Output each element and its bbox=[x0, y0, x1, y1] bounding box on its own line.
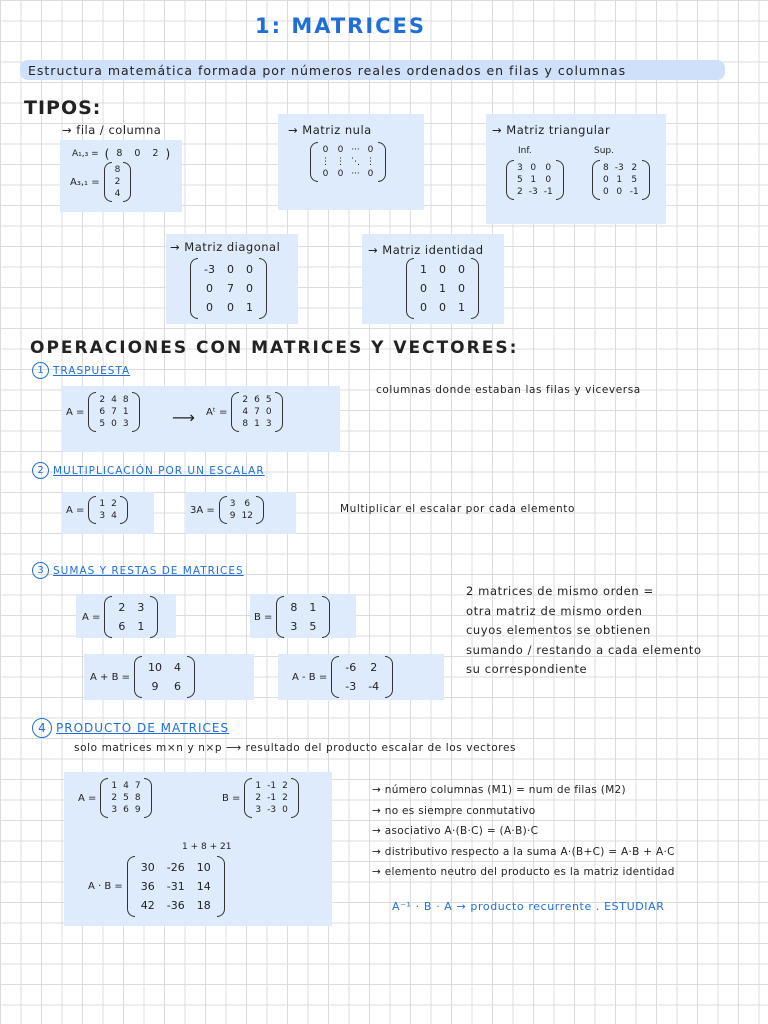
producto-b-matrix bbox=[222, 778, 299, 818]
matrix-cell: 2 bbox=[99, 395, 106, 405]
matrix-row bbox=[227, 510, 256, 522]
matrix-cell: 2 bbox=[111, 499, 117, 509]
producto-a-name: A = bbox=[78, 792, 97, 804]
matrix-cell: 4 bbox=[242, 407, 249, 417]
matrix-cell: 0 bbox=[245, 263, 253, 276]
matrix-cell: 0 bbox=[337, 145, 344, 155]
traspuesta-heading bbox=[32, 362, 130, 379]
producto-a-values bbox=[108, 780, 143, 816]
sumas-title: SUMAS Y RESTAS DE MATRICES bbox=[53, 564, 244, 577]
matrix-cell: 0 bbox=[545, 175, 552, 185]
matrix-row bbox=[108, 804, 143, 816]
matrix-cell: 0 bbox=[337, 169, 344, 179]
identidad-matrix bbox=[406, 258, 479, 319]
matrix-cell: 5 bbox=[123, 793, 129, 803]
matrix-cell: 0 bbox=[545, 163, 552, 173]
matrix-cell: 5 bbox=[517, 175, 523, 185]
matrix-cell: 1 bbox=[245, 301, 253, 314]
nula-matrix bbox=[310, 142, 386, 182]
matrix-cell: -3 bbox=[345, 680, 357, 693]
matrix-cell: 1 bbox=[439, 282, 446, 295]
vector-cell: 2 bbox=[152, 148, 159, 159]
matrix-row bbox=[514, 186, 556, 198]
escalar-title: MULTIPLICACIÓN POR UN ESCALAR bbox=[53, 464, 265, 477]
row-vector-name: A₁,₃ = bbox=[72, 148, 99, 159]
sumas-b-name: B = bbox=[254, 611, 273, 623]
triangular-inf-values bbox=[514, 162, 556, 198]
matrix-cell: 1 bbox=[254, 419, 260, 429]
matrix-cell: 3 bbox=[122, 419, 129, 429]
matrix-cell: 0 bbox=[367, 145, 374, 155]
matrix-row bbox=[142, 677, 187, 696]
matrix-cell: 3 bbox=[111, 805, 118, 815]
matrix-cell: 0 bbox=[205, 301, 213, 314]
matrix-cell: 2 bbox=[114, 177, 121, 187]
tipos-heading: TIPOS: bbox=[24, 97, 102, 119]
matrix-cell: ⋮ bbox=[336, 157, 345, 167]
matrix-cell: -3 bbox=[267, 805, 277, 815]
matrix-row bbox=[112, 164, 124, 176]
traspuesta-title: TRASPUESTA bbox=[53, 364, 131, 377]
matrix-cell: 9 bbox=[229, 511, 236, 521]
sumas-sum-values bbox=[142, 658, 187, 696]
escalar-a-name: A = bbox=[66, 504, 85, 516]
matrix-cell: 7 bbox=[111, 407, 117, 417]
nula-label: → Matriz nula bbox=[288, 123, 372, 137]
col-vector-name: A₃,₁ = bbox=[70, 176, 100, 188]
matrix-cell: 0 bbox=[245, 282, 253, 295]
escalar-r-matrix bbox=[190, 496, 264, 524]
matrix-cell: 2 bbox=[631, 163, 638, 173]
matrix-cell: 12 bbox=[241, 511, 253, 521]
matrix-cell: 6 bbox=[123, 805, 129, 815]
matrix-row bbox=[252, 780, 290, 792]
matrix-cell: 2 bbox=[111, 793, 118, 803]
matrix-cell: 1 bbox=[111, 781, 118, 791]
matrix-cell: 3 bbox=[265, 419, 272, 429]
traspuesta-number: 1 bbox=[32, 362, 49, 379]
matrix-cell: -36 bbox=[166, 899, 185, 912]
identidad-label: → Matriz identidad bbox=[368, 243, 484, 257]
matrix-cell: 5 bbox=[631, 175, 638, 185]
identidad-values bbox=[414, 260, 471, 317]
producto-title: PRODUCTO DE MATRICES bbox=[56, 721, 230, 735]
matrix-cell: 0 bbox=[603, 175, 609, 185]
matrix-cell: 1 bbox=[137, 620, 145, 633]
matrix-cell: 8 bbox=[134, 793, 141, 803]
matrix-row bbox=[142, 658, 187, 677]
matrix-row bbox=[135, 877, 217, 896]
producto-ab-matrix bbox=[88, 856, 225, 917]
matrix-cell: 1 bbox=[530, 175, 537, 185]
matrix-cell: 0 bbox=[322, 145, 329, 155]
escalar-r-name: 3A = bbox=[190, 504, 215, 516]
matrix-row bbox=[239, 394, 274, 406]
traspuesta-a-values bbox=[96, 394, 131, 430]
sumas-b-values bbox=[284, 598, 322, 636]
producto-property: → asociativo A·(B·C) = (A·B)·C bbox=[372, 825, 539, 837]
matrix-cell: 4 bbox=[114, 189, 121, 199]
matrix-cell: 2 bbox=[242, 395, 249, 405]
matrix-cell: ··· bbox=[351, 169, 360, 179]
matrix-cell: 8 bbox=[290, 601, 298, 614]
matrix-cell: 9 bbox=[151, 680, 159, 693]
producto-ab-name: A · B = bbox=[88, 881, 123, 892]
escalar-note: Multiplicar el escalar por cada elemento bbox=[340, 503, 575, 515]
matrix-cell: -4 bbox=[368, 680, 380, 693]
matrix-cell: 3 bbox=[99, 511, 106, 521]
traspuesta-at-matrix bbox=[206, 392, 283, 432]
matrix-cell: 0 bbox=[367, 169, 374, 179]
matrix-row bbox=[318, 168, 378, 180]
matrix-cell: -3 bbox=[614, 163, 624, 173]
matrix-row bbox=[318, 144, 378, 156]
matrix-row bbox=[284, 598, 322, 617]
matrix-cell: -1 bbox=[543, 187, 553, 197]
matrix-cell: 10 bbox=[196, 861, 211, 874]
matrix-cell: 2 bbox=[370, 661, 378, 674]
nula-values bbox=[318, 144, 378, 180]
producto-calc-hint: 1 + 8 + 21 bbox=[182, 842, 232, 852]
matrix-cell: 7 bbox=[226, 282, 234, 295]
page-title: 1: MATRICES bbox=[255, 14, 427, 38]
matrix-cell: -31 bbox=[166, 880, 185, 893]
matrix-row bbox=[414, 260, 471, 279]
matrix-cell: 8 bbox=[242, 419, 249, 429]
escalar-heading bbox=[32, 462, 265, 479]
matrix-cell: 2 bbox=[282, 793, 288, 803]
matrix-cell: 2 bbox=[255, 793, 262, 803]
diagonal-label: → Matriz diagonal bbox=[170, 240, 281, 254]
matrix-cell: 8 bbox=[603, 163, 609, 173]
matrix-row bbox=[339, 677, 385, 696]
matrix-cell: 5 bbox=[99, 419, 106, 429]
matrix-cell: 4 bbox=[111, 511, 117, 521]
traspuesta-arrow: ⟶ bbox=[172, 408, 195, 427]
sumas-note-line: sumando / restando a cada elemento bbox=[466, 642, 702, 657]
matrix-row bbox=[135, 896, 217, 915]
matrix-cell: -1 bbox=[629, 187, 639, 197]
matrix-cell: 0 bbox=[616, 187, 623, 197]
matrix-cell: 7 bbox=[254, 407, 260, 417]
traspuesta-at-values bbox=[239, 394, 274, 430]
matrix-cell: 6 bbox=[254, 395, 260, 405]
producto-properties bbox=[372, 780, 675, 883]
diagonal-values bbox=[198, 260, 259, 317]
col-vector bbox=[70, 162, 131, 202]
matrix-cell: 0 bbox=[282, 805, 288, 815]
producto-number: 4 bbox=[32, 718, 52, 738]
matrix-cell: 1 bbox=[122, 407, 129, 417]
matrix-cell: 4 bbox=[111, 395, 117, 405]
producto-property: → distributivo respecto a la suma A·(B+C) = A·B + A·C bbox=[372, 845, 675, 858]
sumas-number: 3 bbox=[32, 562, 49, 579]
matrix-cell: 36 bbox=[140, 880, 155, 893]
matrix-cell: 0 bbox=[458, 263, 465, 276]
matrix-row bbox=[414, 279, 471, 298]
sumas-diff-values bbox=[339, 658, 385, 696]
sup-label: Sup. bbox=[594, 146, 614, 156]
sumas-note-line: otra matriz de mismo orden bbox=[466, 603, 643, 618]
producto-ab-values bbox=[135, 858, 217, 915]
matrix-cell: 0 bbox=[226, 263, 234, 276]
matrix-cell: ⋱ bbox=[351, 157, 360, 167]
matrix-cell: 30 bbox=[140, 861, 155, 874]
matrix-row bbox=[339, 658, 385, 677]
matrix-row bbox=[600, 174, 642, 186]
matrix-row bbox=[96, 510, 119, 522]
matrix-row bbox=[284, 617, 322, 636]
diagonal-matrix bbox=[190, 258, 267, 319]
producto-b-name: B = bbox=[222, 792, 241, 804]
vector-cell: 0 bbox=[134, 148, 141, 159]
matrix-cell: 7 bbox=[134, 781, 141, 791]
matrix-row bbox=[600, 162, 642, 174]
matrix-cell: 3 bbox=[137, 601, 145, 614]
producto-property: → no es siempre conmutativo bbox=[372, 804, 536, 817]
sumas-sum-name: A + B = bbox=[90, 671, 130, 683]
producto-property: → número columnas (M1) = num de filas (M2) bbox=[372, 784, 626, 796]
matrix-cell: 0 bbox=[603, 187, 609, 197]
matrix-cell: 4 bbox=[174, 661, 181, 674]
matrix-cell: -3 bbox=[528, 187, 538, 197]
traspuesta-a-name: A = bbox=[66, 406, 85, 418]
sumas-note-line: cuyos elementos se obtienen bbox=[466, 623, 651, 637]
matrix-row bbox=[96, 394, 131, 406]
matrix-cell: ⋮ bbox=[321, 157, 330, 167]
matrix-cell: ··· bbox=[351, 145, 360, 155]
traspuesta-note: columnas donde estaban las filas y viceversa bbox=[376, 384, 641, 396]
matrix-row bbox=[96, 498, 119, 510]
matrix-row bbox=[198, 279, 259, 298]
sumas-note-line: 2 matrices de mismo orden = bbox=[466, 584, 654, 598]
matrix-cell: 1 bbox=[458, 301, 465, 314]
matrix-cell: 5 bbox=[265, 395, 272, 405]
matrix-cell: 42 bbox=[140, 899, 155, 912]
matrix-cell: -1 bbox=[267, 781, 277, 791]
definition-text: Estructura matemática formada por números reales ordenados en filas y columnas bbox=[28, 63, 627, 78]
matrix-cell: 3 bbox=[229, 499, 236, 509]
matrix-cell: 9 bbox=[134, 805, 141, 815]
escalar-number: 2 bbox=[32, 462, 49, 479]
producto-condition: solo matrices m×n y n×p ⟶ resultado del producto escalar de los vectores bbox=[74, 742, 517, 754]
matrix-cell: 0 bbox=[420, 301, 427, 314]
matrix-row bbox=[112, 598, 150, 617]
matrix-cell: -3 bbox=[204, 263, 215, 276]
row-vector-values bbox=[109, 146, 165, 161]
triangular-label: → Matriz triangular bbox=[492, 123, 611, 137]
traspuesta-a-matrix bbox=[66, 392, 140, 432]
matrix-cell: 0 bbox=[420, 282, 427, 295]
matrix-cell: 8 bbox=[114, 165, 121, 175]
matrix-cell: 1 bbox=[616, 175, 623, 185]
producto-b-values bbox=[252, 780, 290, 816]
producto-a-matrix bbox=[78, 778, 152, 818]
matrix-cell: 8 bbox=[122, 395, 129, 405]
matrix-row bbox=[108, 780, 143, 792]
matrix-cell: 14 bbox=[196, 880, 211, 893]
matrix-cell: -1 bbox=[267, 793, 277, 803]
matrix-cell: 0 bbox=[111, 419, 117, 429]
matrix-row bbox=[227, 498, 256, 510]
matrix-cell: 6 bbox=[99, 407, 106, 417]
matrix-cell: 3 bbox=[517, 163, 523, 173]
triangular-sup-values bbox=[600, 162, 642, 198]
matrix-cell: 0 bbox=[322, 169, 329, 179]
matrix-row bbox=[318, 156, 378, 168]
matrix-row bbox=[239, 406, 274, 418]
sumas-a-name: A = bbox=[82, 611, 101, 623]
matrix-row bbox=[112, 176, 124, 188]
fila-columna-label: → fila / columna bbox=[62, 123, 162, 137]
triangular-sup-matrix bbox=[592, 160, 650, 200]
matrix-cell: 0 bbox=[458, 282, 465, 295]
matrix-cell: 0 bbox=[530, 163, 537, 173]
matrix-cell: 1 bbox=[99, 499, 106, 509]
matrix-row bbox=[108, 792, 143, 804]
sumas-a-matrix bbox=[82, 596, 158, 638]
sumas-diff-name: A - B = bbox=[292, 671, 328, 683]
matrix-cell: 2 bbox=[118, 601, 126, 614]
vector-cell: 8 bbox=[116, 148, 123, 159]
matrix-cell: 0 bbox=[439, 301, 446, 314]
matrix-row bbox=[252, 792, 290, 804]
traspuesta-at-name: Aᵗ = bbox=[206, 406, 228, 418]
matrix-cell: 0 bbox=[265, 407, 272, 417]
sumas-note-line: su correspondiente bbox=[466, 662, 588, 676]
col-vector-values bbox=[112, 164, 124, 200]
producto-property: → elemento neutro del producto es la matriz identidad bbox=[372, 866, 675, 878]
matrix-row bbox=[514, 174, 556, 186]
matrix-cell: 3 bbox=[290, 620, 298, 633]
matrix-cell: 6 bbox=[244, 499, 251, 509]
matrix-row bbox=[600, 186, 642, 198]
producto-heading bbox=[32, 718, 229, 738]
matrix-row bbox=[198, 260, 259, 279]
matrix-cell: ⋮ bbox=[366, 157, 375, 167]
matrix-cell: 0 bbox=[439, 263, 446, 276]
matrix-cell: 1 bbox=[255, 781, 262, 791]
matrix-cell: 2 bbox=[517, 187, 523, 197]
escalar-a-matrix bbox=[66, 496, 128, 524]
matrix-cell: 1 bbox=[309, 601, 317, 614]
sumas-a-values bbox=[112, 598, 150, 636]
triangular-inf-matrix bbox=[506, 160, 564, 200]
matrix-cell: 5 bbox=[309, 620, 317, 633]
matrix-row bbox=[239, 418, 274, 430]
matrix-cell: -6 bbox=[345, 661, 357, 674]
matrix-row bbox=[96, 418, 131, 430]
matrix-cell: 1 bbox=[420, 263, 427, 276]
matrix-cell: 10 bbox=[148, 661, 162, 674]
sumas-heading bbox=[32, 562, 244, 579]
sumas-b-matrix bbox=[254, 596, 330, 638]
matrix-row bbox=[96, 406, 131, 418]
matrix-row bbox=[112, 188, 124, 200]
sumas-diff-matrix bbox=[292, 656, 393, 698]
matrix-row bbox=[514, 162, 556, 174]
matrix-cell: -26 bbox=[166, 861, 185, 874]
matrix-cell: 0 bbox=[205, 282, 213, 295]
producto-footer: A⁻¹ · B · A → producto recurrente . ESTUDIAR bbox=[392, 900, 665, 913]
escalar-r-values bbox=[227, 498, 256, 522]
matrix-cell: 2 bbox=[282, 781, 288, 791]
matrix-cell: 3 bbox=[255, 805, 262, 815]
sumas-sum-matrix bbox=[90, 656, 195, 698]
matrix-cell: 6 bbox=[174, 680, 181, 693]
matrix-cell: 18 bbox=[196, 899, 211, 912]
inf-label: Inf. bbox=[518, 146, 532, 156]
matrix-row bbox=[112, 617, 150, 636]
sumas-note bbox=[466, 582, 702, 680]
matrix-cell: 6 bbox=[118, 620, 126, 633]
matrix-cell: 4 bbox=[123, 781, 129, 791]
matrix-row bbox=[252, 804, 290, 816]
matrix-row bbox=[198, 298, 259, 317]
escalar-a-values bbox=[96, 498, 119, 522]
matrix-cell: 0 bbox=[226, 301, 234, 314]
matrix-row bbox=[414, 298, 471, 317]
matrix-row bbox=[135, 858, 217, 877]
row-vector: A₁,₃ = ( 8 0 2 ) bbox=[72, 146, 171, 161]
operaciones-heading: OPERACIONES CON MATRICES Y VECTORES: bbox=[30, 338, 519, 358]
